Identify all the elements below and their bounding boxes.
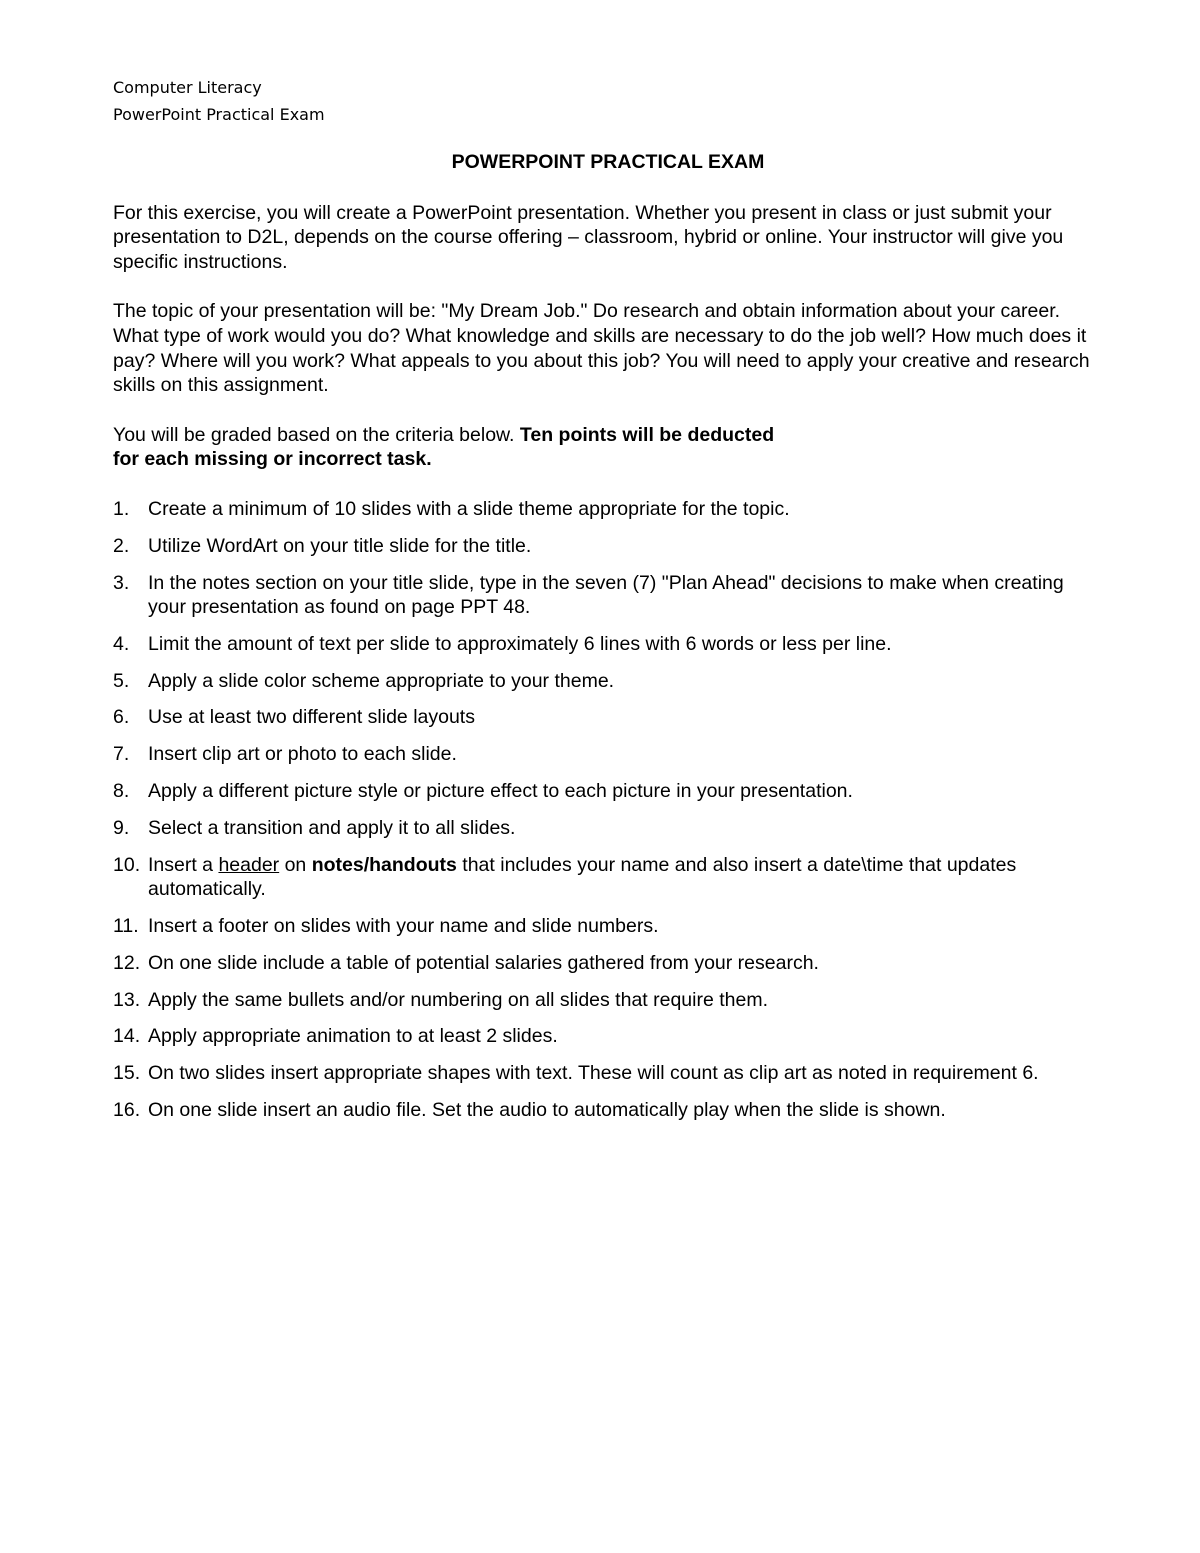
task-text: In the notes section on your title slide, type in the seven (7) "Plan Ahead" decisions to make when creating your presentation as found on page PPT 48. bbox=[148, 571, 1064, 619]
task-text: Create a minimum of 10 slides with a slide theme appropriate for the topic. bbox=[148, 497, 790, 520]
task-number: 15. bbox=[113, 1062, 141, 1085]
list-item bbox=[113, 742, 1103, 767]
task-text: Apply appropriate animation to at least 2 slides. bbox=[148, 1025, 558, 1048]
task-text: Select a transition and apply it to all slides. bbox=[148, 816, 516, 839]
task-text-post: that includes your name and also insert a date\time that updates automatically. bbox=[148, 853, 1017, 901]
task-text: Insert a footer on slides with your name and slide numbers. bbox=[148, 914, 659, 937]
task-number: 6. bbox=[113, 706, 130, 729]
grading-penalty-line1: Ten points will be deducted bbox=[519, 423, 775, 446]
list-item bbox=[113, 988, 1103, 1013]
task-number: 8. bbox=[113, 780, 130, 802]
task-number: 11. bbox=[113, 914, 139, 937]
grading-penalty-line2: for each missing or incorrect task. bbox=[113, 448, 432, 471]
task-number: 5. bbox=[113, 669, 130, 692]
task-number: 14. bbox=[113, 1025, 141, 1048]
task-text: On two slides insert appropriate shapes with text. These will count as clip art as noted in requirement 6. bbox=[148, 1062, 1039, 1085]
list-item bbox=[113, 853, 1103, 902]
document-header bbox=[113, 74, 325, 128]
task-bold-term: notes/handouts bbox=[311, 853, 457, 876]
list-item bbox=[113, 1024, 1103, 1049]
task-text: Insert clip art or photo to each slide. bbox=[148, 743, 457, 766]
task-text-pre: Insert a bbox=[148, 853, 219, 876]
list-item bbox=[113, 534, 1103, 559]
task-text: Apply a slide color scheme appropriate to your theme. bbox=[148, 669, 615, 692]
task-text-mid: on bbox=[279, 853, 312, 876]
list-item bbox=[113, 571, 1103, 620]
list-item bbox=[113, 669, 1103, 694]
task-number: 10. bbox=[113, 853, 141, 876]
task-text: Apply the same bullets and/or numbering on all slides that require them. bbox=[148, 988, 769, 1011]
document-body bbox=[113, 150, 1103, 1135]
list-item bbox=[113, 1061, 1103, 1086]
task-text: Utilize WordArt on your title slide for the title. bbox=[148, 534, 532, 557]
task-number: 16. bbox=[113, 1098, 141, 1121]
list-item bbox=[113, 779, 1103, 804]
task-underlined-term: header bbox=[218, 853, 280, 876]
list-item bbox=[113, 705, 1103, 730]
task-text: On one slide include a table of potential salaries gathered from your research. bbox=[148, 951, 819, 974]
list-item bbox=[113, 816, 1103, 841]
task-number: 7. bbox=[113, 743, 130, 766]
task-list bbox=[113, 497, 1103, 1123]
task-text: Use at least two different slide layouts bbox=[148, 706, 475, 729]
page-title: POWERPOINT PRACTICAL EXAM bbox=[451, 151, 765, 173]
task-number: 12. bbox=[113, 951, 141, 974]
task-number: 9. bbox=[113, 816, 130, 839]
intro-paragraph: For this exercise, you will create a PowerPoint presentation. Whether you present in class or just submit your presentation to D2L, depends on the course offering – classroom, hybrid or online. Your instructor will give you specific instructions. bbox=[113, 201, 1064, 273]
exam-name: PowerPoint Practical Exam bbox=[113, 105, 325, 124]
task-number: 13. bbox=[113, 988, 141, 1011]
list-item bbox=[113, 1098, 1103, 1123]
task-text: Limit the amount of text per slide to approximately 6 lines with 6 words or less per line. bbox=[148, 632, 892, 655]
list-item bbox=[113, 497, 1103, 522]
grading-paragraph bbox=[113, 423, 1103, 472]
list-item bbox=[113, 632, 1103, 657]
task-text: Apply a different picture style or picture effect to each picture in your presentation. bbox=[148, 780, 853, 802]
course-name: Computer Literacy bbox=[113, 78, 262, 97]
task-number: 2. bbox=[113, 534, 130, 557]
list-item bbox=[113, 914, 1103, 939]
task-number: 4. bbox=[113, 632, 130, 655]
task-number: 1. bbox=[113, 497, 130, 520]
list-item bbox=[113, 951, 1103, 976]
topic-paragraph: The topic of your presentation will be: "My Dream Job." Do research and obtain information about your career. What type of work would you do? What knowledge and skills are necessary to do the job well? How much does it pay? Where will you work? What appeals to you about this job? You will need to apply your creative and research skills on this assignment. bbox=[113, 300, 1090, 397]
task-text: On one slide insert an audio file. Set the audio to automatically play when the slide is shown. bbox=[148, 1098, 946, 1121]
grading-text: You will be graded based on the criteria below. bbox=[113, 423, 520, 446]
task-number: 3. bbox=[113, 571, 130, 594]
